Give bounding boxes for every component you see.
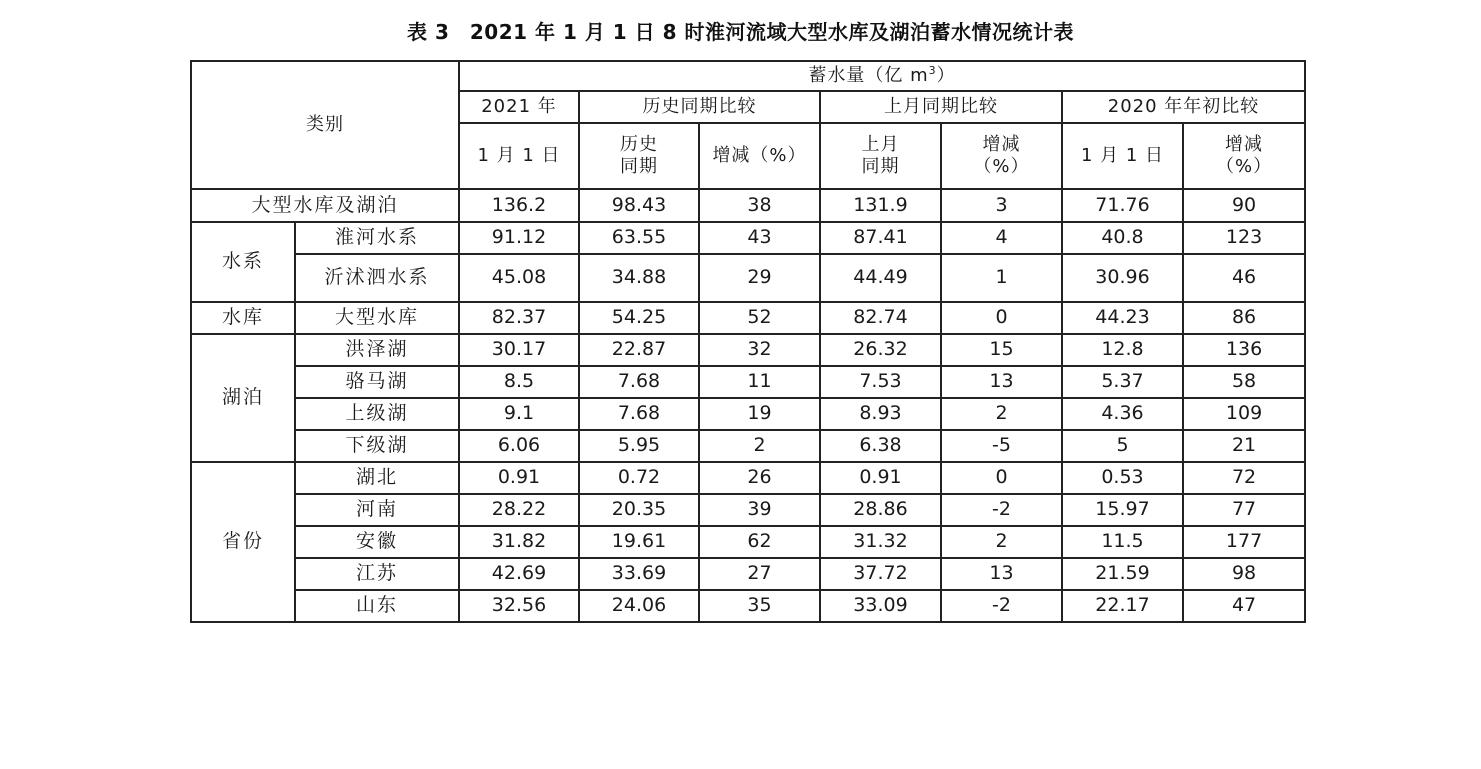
data-cell: 82.37 <box>459 302 579 334</box>
row-label: 山东 <box>295 590 459 622</box>
table-row <box>191 398 1305 430</box>
table-row <box>191 462 1305 494</box>
row-label: 洪泽湖 <box>295 334 459 366</box>
data-cell: 13 <box>941 366 1062 398</box>
data-cell: 58 <box>1183 366 1305 398</box>
data-cell: 40.8 <box>1062 222 1183 254</box>
data-cell: 0.91 <box>459 462 579 494</box>
data-cell: 21.59 <box>1062 558 1183 590</box>
data-cell: 31.32 <box>820 526 941 558</box>
data-cell: 63.55 <box>579 222 699 254</box>
data-cell: 2 <box>941 526 1062 558</box>
data-cell: 136.2 <box>459 189 579 222</box>
table-row <box>191 334 1305 366</box>
data-cell: 91.12 <box>459 222 579 254</box>
data-cell: 2 <box>941 398 1062 430</box>
table-title: 表 3 2021 年 1 月 1 日 8 时淮河流域大型水库及湖泊蓄水情况统计表 <box>406 20 1075 44</box>
group-label: 水系 <box>191 222 295 302</box>
data-cell: 62 <box>699 526 820 558</box>
storage-statistics-table <box>190 60 1306 623</box>
row-label: 大型水库及湖泊 <box>191 189 459 222</box>
row-label: 沂沭泗水系 <box>295 254 459 302</box>
row-label: 骆马湖 <box>295 366 459 398</box>
data-cell: 71.76 <box>1062 189 1183 222</box>
table-row <box>191 558 1305 590</box>
data-cell: 28.86 <box>820 494 941 526</box>
data-cell: 44.49 <box>820 254 941 302</box>
data-cell: 12.8 <box>1062 334 1183 366</box>
data-cell: 38 <box>699 189 820 222</box>
data-cell: 90 <box>1183 189 1305 222</box>
header-historical-change: 增减（%） <box>699 123 820 189</box>
data-cell: 33.09 <box>820 590 941 622</box>
data-cell: 46 <box>1183 254 1305 302</box>
data-cell: 5.95 <box>579 430 699 462</box>
data-cell: 77 <box>1183 494 1305 526</box>
data-cell: 2 <box>699 430 820 462</box>
data-cell: 15 <box>941 334 1062 366</box>
data-cell: 26.32 <box>820 334 941 366</box>
data-cell: 22.87 <box>579 334 699 366</box>
data-cell: 0.53 <box>1062 462 1183 494</box>
data-cell: 98.43 <box>579 189 699 222</box>
data-cell: 98 <box>1183 558 1305 590</box>
data-cell: 4.36 <box>1062 398 1183 430</box>
data-cell: 8.5 <box>459 366 579 398</box>
row-label: 淮河水系 <box>295 222 459 254</box>
table-body <box>191 61 1305 622</box>
row-label: 下级湖 <box>295 430 459 462</box>
data-cell: 5 <box>1062 430 1183 462</box>
header-historical-period: 历史 同期 <box>579 123 699 189</box>
data-cell: 0.72 <box>579 462 699 494</box>
data-cell: 86 <box>1183 302 1305 334</box>
data-cell: 19.61 <box>579 526 699 558</box>
row-label: 湖北 <box>295 462 459 494</box>
data-cell: 35 <box>699 590 820 622</box>
data-cell: 42.69 <box>459 558 579 590</box>
data-cell: 6.38 <box>820 430 941 462</box>
data-cell: 136 <box>1183 334 1305 366</box>
data-cell: 72 <box>1183 462 1305 494</box>
table-row <box>191 222 1305 254</box>
header-2020-change: 增减 （%） <box>1183 123 1305 189</box>
data-cell: 0 <box>941 302 1062 334</box>
header-last-month-period: 上月 同期 <box>820 123 941 189</box>
data-cell: 9.1 <box>459 398 579 430</box>
data-cell: 0.91 <box>820 462 941 494</box>
header-category: 类别 <box>191 61 459 189</box>
data-cell: 29 <box>699 254 820 302</box>
data-cell: 6.06 <box>459 430 579 462</box>
header-jan1-2021: 1 月 1 日 <box>459 123 579 189</box>
header-2020-start-comparison: 2020 年年初比较 <box>1062 91 1305 123</box>
data-cell: 7.68 <box>579 366 699 398</box>
data-cell: 19 <box>699 398 820 430</box>
data-cell: 82.74 <box>820 302 941 334</box>
table-row <box>191 430 1305 462</box>
data-cell: 31.82 <box>459 526 579 558</box>
group-label: 水库 <box>191 302 295 334</box>
table-row <box>191 526 1305 558</box>
table-row <box>191 366 1305 398</box>
data-cell: 13 <box>941 558 1062 590</box>
data-cell: 47 <box>1183 590 1305 622</box>
data-cell: -2 <box>941 590 1062 622</box>
data-cell: 39 <box>699 494 820 526</box>
data-cell: 32.56 <box>459 590 579 622</box>
data-cell: -5 <box>941 430 1062 462</box>
data-cell: 24.06 <box>579 590 699 622</box>
data-cell: 3 <box>941 189 1062 222</box>
header-historical-comparison: 历史同期比较 <box>579 91 820 123</box>
data-cell: 4 <box>941 222 1062 254</box>
data-cell: 15.97 <box>1062 494 1183 526</box>
data-cell: 7.68 <box>579 398 699 430</box>
data-cell: 28.22 <box>459 494 579 526</box>
header-last-month-comparison: 上月同期比较 <box>820 91 1062 123</box>
header-2021: 2021 年 <box>459 91 579 123</box>
data-cell: 32 <box>699 334 820 366</box>
table-row <box>191 254 1305 302</box>
table-row <box>191 302 1305 334</box>
data-cell: 131.9 <box>820 189 941 222</box>
data-cell: 45.08 <box>459 254 579 302</box>
table-row <box>191 494 1305 526</box>
data-cell: 8.93 <box>820 398 941 430</box>
data-cell: 11 <box>699 366 820 398</box>
row-label: 江苏 <box>295 558 459 590</box>
data-cell: 54.25 <box>579 302 699 334</box>
row-label: 河南 <box>295 494 459 526</box>
data-cell: 44.23 <box>1062 302 1183 334</box>
data-cell: 20.35 <box>579 494 699 526</box>
data-cell: 109 <box>1183 398 1305 430</box>
data-cell: 30.96 <box>1062 254 1183 302</box>
data-cell: 30.17 <box>459 334 579 366</box>
data-cell: 21 <box>1183 430 1305 462</box>
data-cell: 34.88 <box>579 254 699 302</box>
table-row-total <box>191 189 1305 222</box>
data-cell: 27 <box>699 558 820 590</box>
data-cell: 123 <box>1183 222 1305 254</box>
group-label: 湖泊 <box>191 334 295 462</box>
data-cell: 52 <box>699 302 820 334</box>
row-label: 安徽 <box>295 526 459 558</box>
data-cell: 7.53 <box>820 366 941 398</box>
data-cell: 0 <box>941 462 1062 494</box>
data-cell: 11.5 <box>1062 526 1183 558</box>
data-cell: 1 <box>941 254 1062 302</box>
data-cell: 22.17 <box>1062 590 1183 622</box>
group-label: 省份 <box>191 462 295 622</box>
data-cell: 5.37 <box>1062 366 1183 398</box>
data-cell: 87.41 <box>820 222 941 254</box>
data-cell: 177 <box>1183 526 1305 558</box>
header-storage: 蓄水量（亿 $m^3$） <box>459 61 1305 91</box>
data-cell: 33.69 <box>579 558 699 590</box>
data-cell: 43 <box>699 222 820 254</box>
row-label: 上级湖 <box>295 398 459 430</box>
header-jan1-2020: 1 月 1 日 <box>1062 123 1183 189</box>
data-cell: -2 <box>941 494 1062 526</box>
header-last-month-change: 增减 （%） <box>941 123 1062 189</box>
data-cell: 26 <box>699 462 820 494</box>
row-label: 大型水库 <box>295 302 459 334</box>
header-row-1 <box>191 61 1305 91</box>
data-cell: 37.72 <box>820 558 941 590</box>
table-row <box>191 590 1305 622</box>
